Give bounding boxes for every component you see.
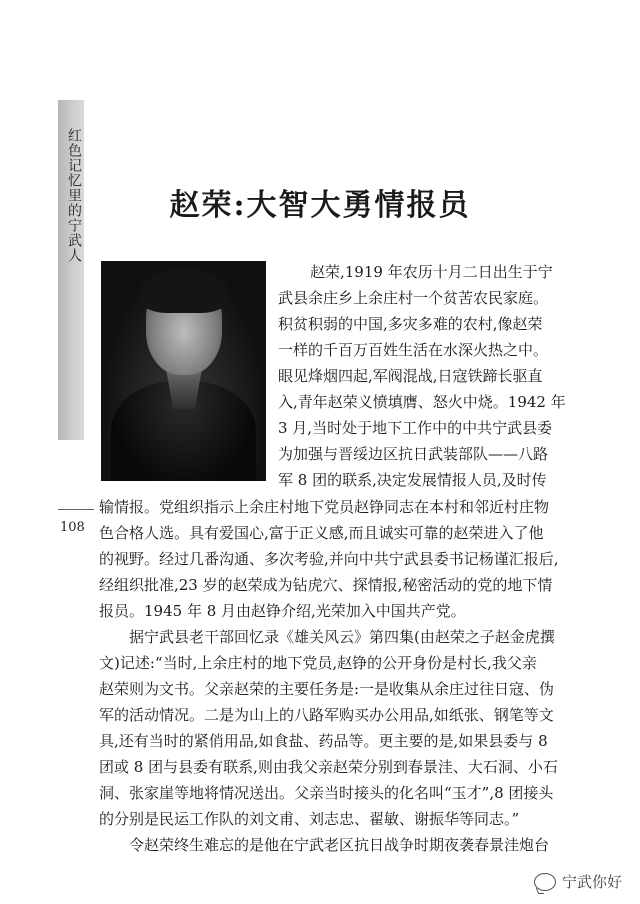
text-line: 赵荣,1919 年农历十月二日出生于宁 — [310, 263, 553, 281]
text-line: 据宁武县老干部回忆录《雄关风云》第四集(由赵荣之子赵金虎撰 — [99, 628, 555, 646]
text-line: 为加强与晋绥边区抗日武装部队——八路 — [278, 445, 549, 463]
text-line: 赵荣则为文书。父亲赵荣的主要任务是:一是收集从余庄过往日寇、伪 — [99, 680, 555, 698]
text-line: 的视野。经过几番沟通、多次考验,并向中共宁武县委书记杨谨汇报后, — [99, 550, 559, 568]
text-line: 具,还有当时的紧俏用品,如食盐、药品等。更主要的是,如果县委与 8 — [99, 732, 548, 750]
text-line: 3 月,当时处于地下工作中的中共宁武县委 — [278, 419, 553, 437]
text-line: 洞、张家崖等地将情况送出。父亲当时接头的化名叫“玉才”,8 团接头 — [99, 784, 554, 802]
text-line: 色合格人选。具有爱国心,富于正义感,而且诚实可靠的赵荣进入了他 — [99, 524, 544, 542]
text-line: 经组织批准,23 岁的赵荣成为钻虎穴、探情报,秘密活动的党的地下情 — [99, 576, 553, 594]
section-title: 红色记忆里的宁武人 — [66, 128, 82, 263]
text-line: 报员。1945 年 8 月由赵铮介绍,光荣加入中国共产党。 — [99, 602, 466, 620]
body-text-full — [99, 494, 570, 858]
text-line: 积贫积弱的中国,多灾多难的农村,像赵荣 — [278, 315, 543, 333]
text-line: 团或 8 团与县委有联系,则由我父亲赵荣分别到春景洼、大石洞、小石 — [99, 758, 558, 776]
portrait-photo — [101, 261, 266, 481]
text-line: 文)记述:“当时,上余庄村的地下党员,赵铮的公开身份是村长,我父亲 — [99, 654, 537, 672]
text-line: 输情报。党组织指示上余庄村地下党员赵铮同志在本村和邻近村庄物 — [99, 498, 550, 516]
article-title: 赵荣:大智大勇情报员 — [169, 188, 471, 223]
text-line: 一样的千百万百姓生活在水深火热之中。 — [278, 341, 549, 359]
text-line: 军的活动情况。二是为山上的八路军购买办公用品,如纸张、钢笔等文 — [99, 706, 554, 724]
body-text-wrapped — [278, 259, 570, 493]
page-number: 108 — [60, 520, 85, 535]
portrait-hair — [141, 271, 227, 313]
text-line: 入,青年赵荣义愤填膺、怒火中烧。1942 年 — [278, 393, 566, 411]
watermark-text: 宁武你好 — [561, 873, 622, 891]
text-line: 武县余庄乡上余庄村一个贫苦农民家庭。 — [278, 289, 549, 307]
watermark — [534, 871, 622, 892]
text-line: 的分别是民运工作队的刘文甫、刘志忠、翟敏、谢振华等同志。” — [99, 810, 520, 828]
page-number-rule — [58, 509, 94, 510]
text-line: 令赵荣终生难忘的是他在宁武老区抗日战争时期夜袭春景洼炮台 — [99, 836, 550, 854]
chat-bubble-icon — [534, 873, 556, 891]
text-line: 军 8 团的联系,决定发展情报人员,及时传 — [278, 471, 547, 489]
text-line: 眼见烽烟四起,军阀混战,日寇铁蹄长驱直 — [278, 367, 543, 385]
